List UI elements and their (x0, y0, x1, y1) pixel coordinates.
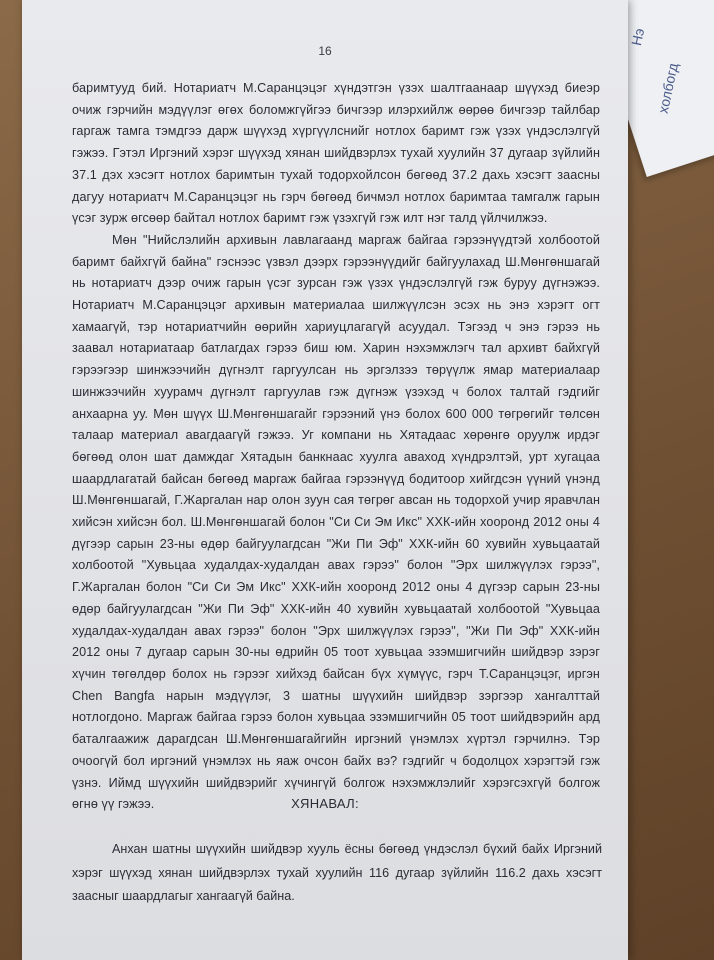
conclusion-section (72, 838, 602, 909)
document-body (72, 78, 600, 816)
paragraph: Мөн "Нийслэлийн архивын лавлагаанд маргаж байгаа гэрээнүүдтэй холбоотой баримт байхгүй байна" гэснээс үзвэл дээрх гэрээнүүдийг байгуулахад Ш.Мөнгөншагай нь нотариатч дээр очиж гарын үсэг зурсан гэж үзэх үндэслэлгүй гэж буруу дүгнэжээ. Нотариатч М.Саранцэцэг архивын материалаа шилжүүлсэн эсэх нь энэ хэрэгт огт хамаагүй, тэр нотариатчийн өөрийн хариуцлагагүй асуудал. Тэгээд ч энэ гэрээ нь заавал нотариатаар батлагдах гэрээ биш юм. Харин нэхэмжлэгч тал архивт байхгүй гэрээгээр шинжээчийн дүгнэлт гаргуулсан нь эргэлзээ төрүүлж ямар материалаар шинжээчийн хуурамч дүгнэлт гаргуулав гэж дүгнэж үзэхэд ч болох талтай гэдгийг анхаарна уу. Мөн шүүх Ш.Мөнгөншагайг гэрээний үнэ болох 600 000 төгрөгийг төлсөн талаар материал авагдаагүй гэжээ. Уг компани нь Хятадаас хөрөнгө оруулж ирдэг бөгөөд олон шат дамждаг Хятадын банкнаас хуулга аваход хүндрэлтэй, урт хугацаа шаардлагатай байсан бөгөөд маргаж байгаа гэрээнүүд бодитоор хийгдсэн үүний үнэнд Ш.Мөнгөншагай, Г.Жаргалан нар олон зуун сая төгрөг авсан нь тодорхой учир яравчлан хийсэн хийсэн бол. Ш.Мөнгөншагай болон "Си Си Эм Икс" ХХК-ийн хооронд 2012 оны 4 дүгээр сарын 23-ны өдөр байгуулагдсан "Жи Пи Эф" ХХК-ийн 60 хувийн хувьцаатай холбоотой "Хувьцаа худалдах-худалдан авах гэрээ" болон "Эрх шилжүүлэх гэрээ", Г.Жаргалан болон "Си Си Эм Икс" ХХК-ийн хооронд 2012 оны 4 дүгээр сарын 23-ны өдөр байгуулагдсан "Жи Пи Эф" ХХК-ийн 40 хувийн хувьцаатай холбоотой "Хувьцаа худалдах-худалдан авах гэрээ" болон "Эрх шилжүүлэх гэрээ", "Жи Пи Эф" ХХК-ийн 2012 оны 7 дугаар сарын 30-ны өдрийн 05 тоот хувьцаа эзэмшигчийн шийдвэр зэрэг хүчин төгөлдөр болох нь гэрээг хийхэд байсан бүх хүмүүс, гэрч Т.Саранцэцэг, иргэн Chen Bangfa нарын мэдүүлэг, 3 шатны шүүхийн шийдвэр зэргээр хангалттай нотлогдоно. Маргаж байгаа гэрээ болон хувьцаа эзэмшигчийн 05 тоот шийдвэрийн ард баталгаажиж дарагдсан Ш.Мөнгөншагайгийн иргэний үнэмлэх хүртэл гэрчилнэ. Тэр очоогүй бол иргэний үнэмлэх нь яаж очсон байх вэ? гэдгийг ч бодолцох хэрэгтэй гэж үзнэ. Иймд шүүхийн шийдвэрийг хүчингүй болгож нэхэмжлэлийг хэрэгсэхгүй болгож өгнө үү гэжээ. (72, 232, 600, 812)
document-page (22, 0, 628, 960)
page-number: 16 (318, 44, 332, 58)
section-heading: ХЯНАВАЛ: (291, 796, 359, 811)
conclusion-paragraph: Анхан шатны шүүхийн шийдвэр хууль ёсны бөгөөд үндэслэл бүхий байх Иргэний хэрэг шүүхэд хянан шийдвэрлэх тухай хуулийн 116 дугаар зүйлийн 116.2 дахь хэсэгт заасныг шаардлагыг хангаагүй байна. (72, 842, 602, 903)
adjacent-document-text: Нэ (628, 26, 648, 48)
adjacent-document-text: холбогд (654, 61, 681, 115)
paragraph: баримтууд бий. Нотариатч М.Саранцэцэг хүндэтгэн үзэх шалтгаанаар шүүхэд биеэр очиж гэрчийн мэдүүлэг өгөх боломжгүйгээ бичгээр илэрхийлж өөрөө бичгээр тайлбар гаргаж тамга тэмдгээ дарж шүүхэд хүргүүлснийг нотлох баримт гэж үзэх үндэслэлгүй гэжээ. Гэтэл Иргэний хэрэг шүүхэд хянан шийдвэрлэх тухай хуулийн 37 дугаар зүйлийн 37.1 дэх хэсэгт нотлох баримтын тухай тодорхойлсон бөгөөд 37.2 дахь хэсэгт заасны дагуу нотариатч М.Саранцэцэг нь гэрч бөгөөд бичмэл нотлох баримтаа тамгалж гарын үсэг зурж өгсөөр байтал нотлох баримт гэж үзэхгүй гэж илт нэг талд үйлчилжээ. (72, 81, 600, 226)
